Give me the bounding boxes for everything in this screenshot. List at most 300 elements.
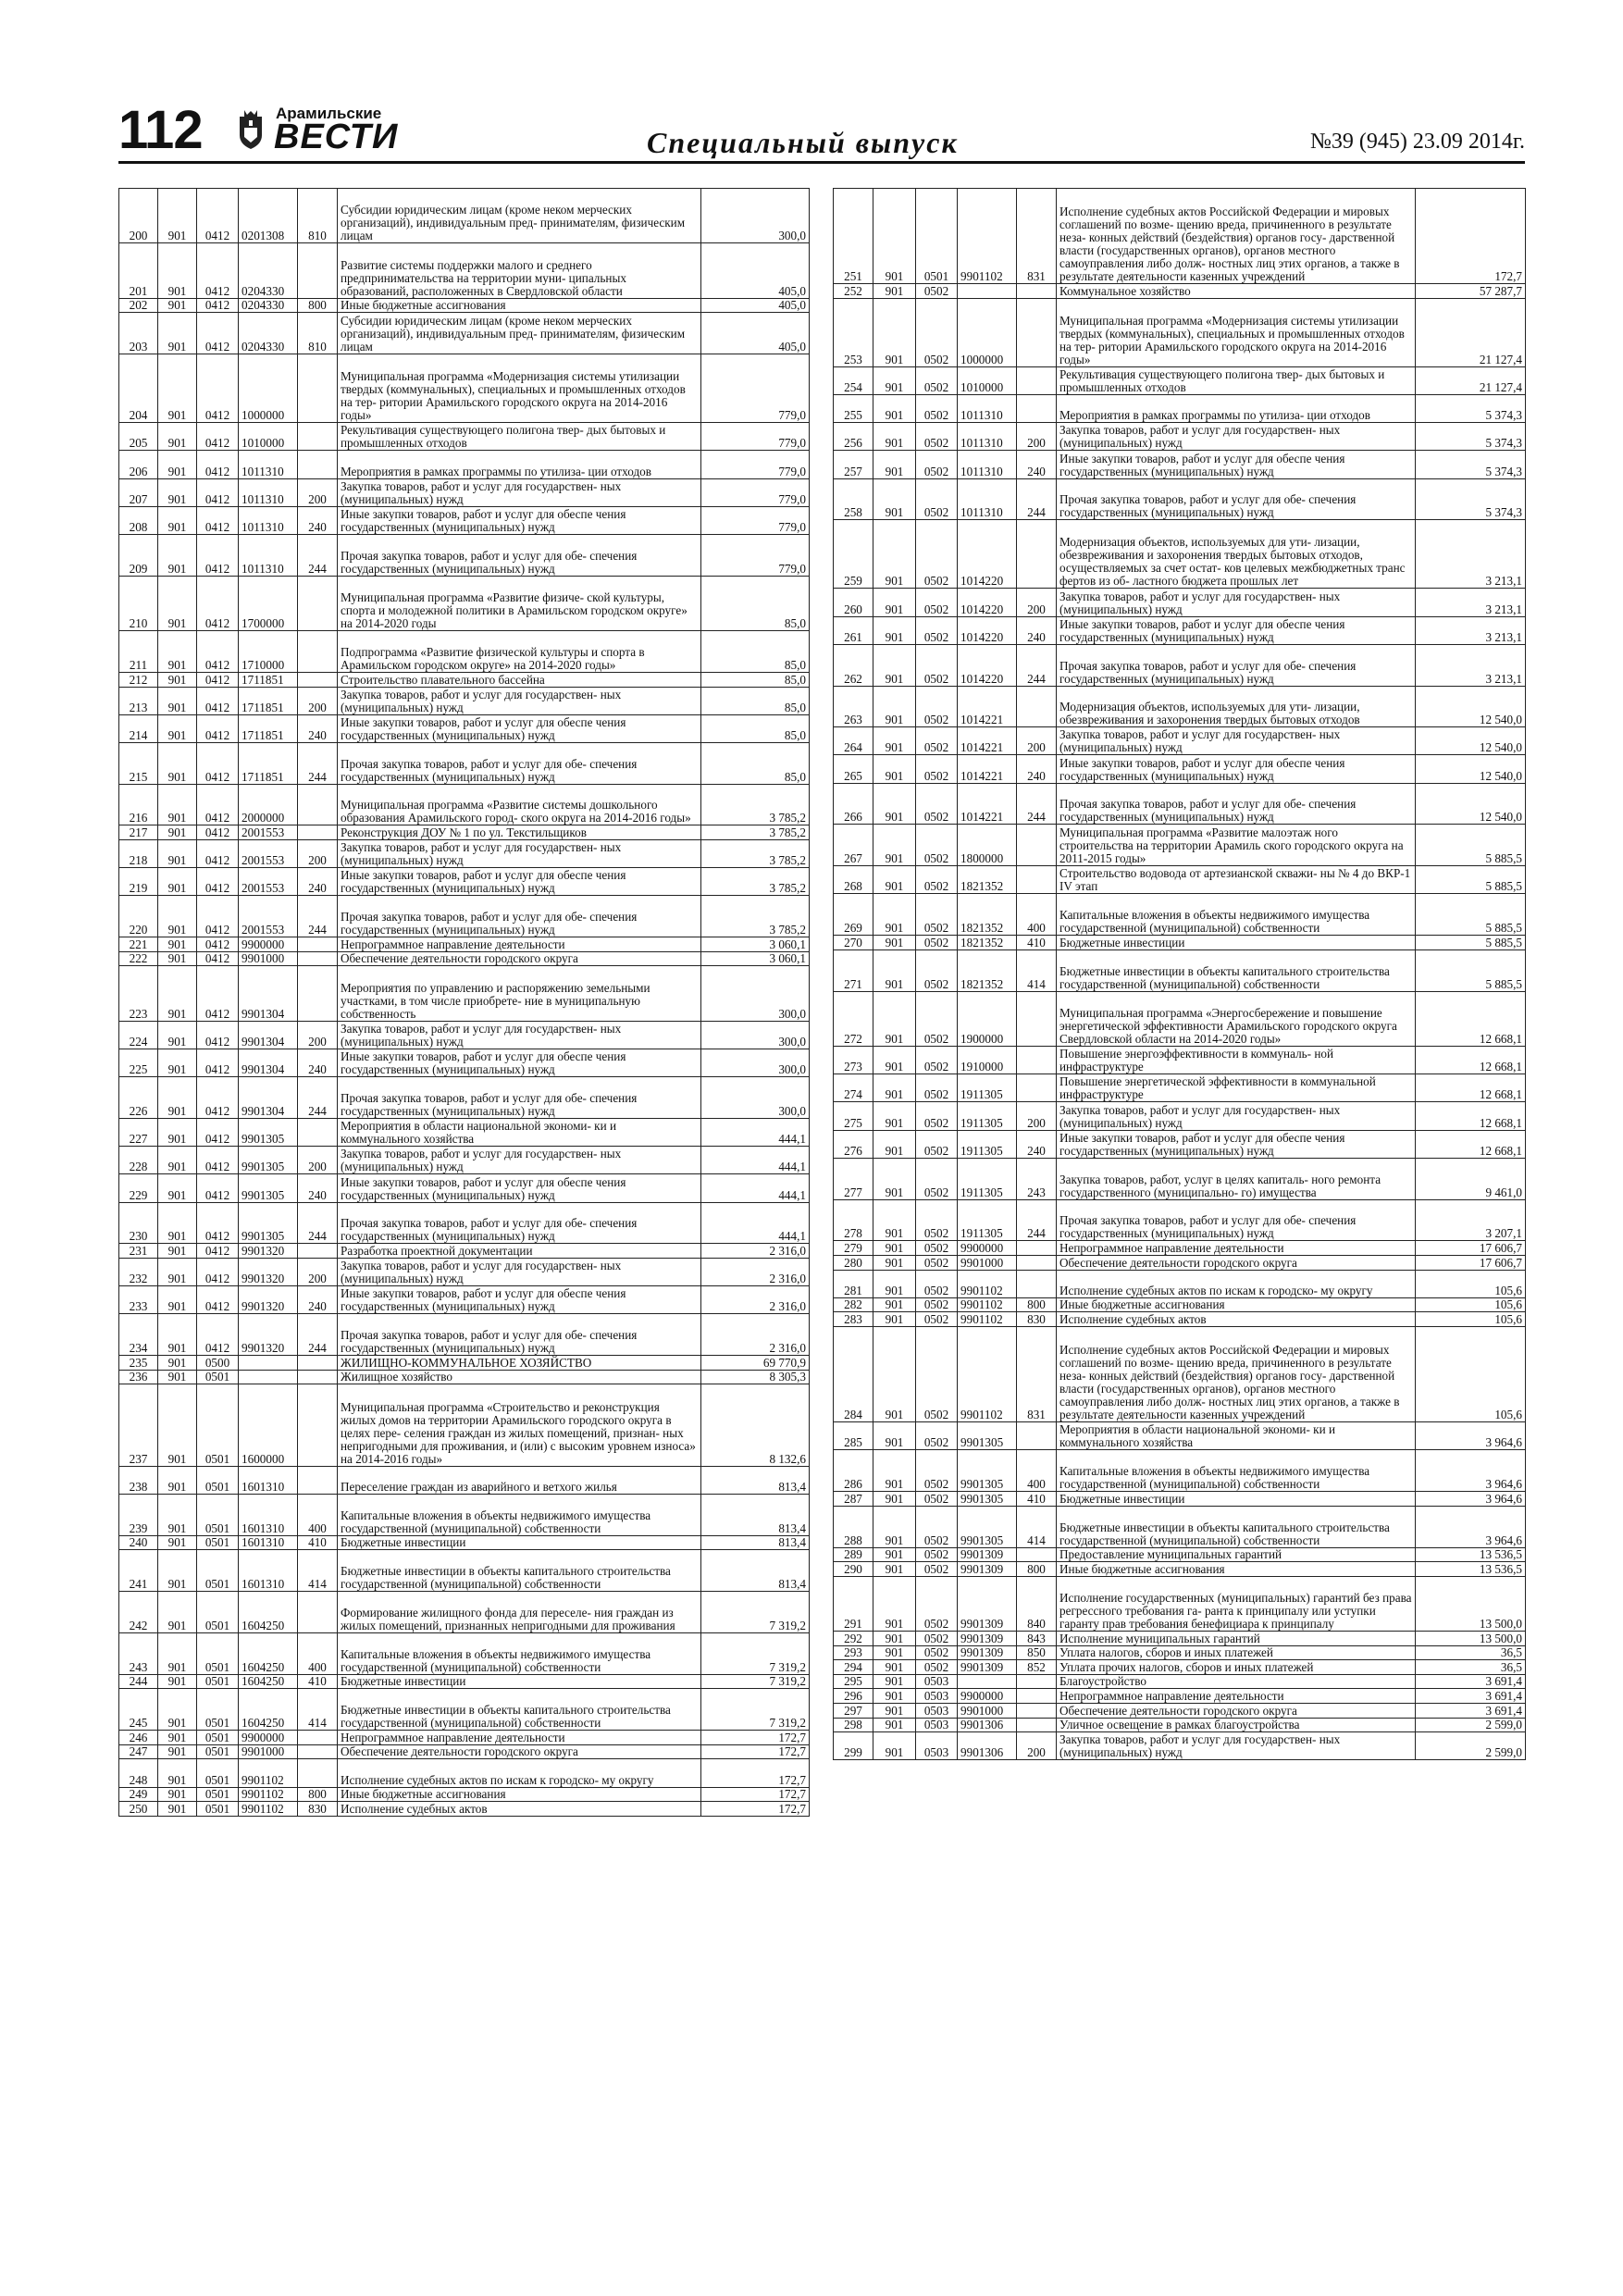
main-manager-code-cell: 901 xyxy=(873,1718,916,1732)
row-number-cell: 277 xyxy=(834,1158,873,1199)
amount-cell: 12 668,1 xyxy=(1416,1130,1526,1158)
target-article-code-cell: 9901102 xyxy=(958,189,1017,284)
main-manager-code-cell: 901 xyxy=(158,1550,197,1592)
description-cell: Обеспечение деятельности городского округа xyxy=(1057,1255,1416,1270)
amount-cell: 444,1 xyxy=(701,1174,810,1202)
table-row xyxy=(119,825,810,840)
amount-cell: 5 885,5 xyxy=(1416,866,1526,894)
main-manager-code-cell: 901 xyxy=(158,576,197,630)
target-article-code-cell: 9901320 xyxy=(239,1244,298,1259)
expense-type-code-cell: 244 xyxy=(298,896,338,937)
description-cell: Прочая закупка товаров, работ и услуг для обе- спечения государственных (муниципальных) нужд xyxy=(338,742,701,784)
main-manager-code-cell: 901 xyxy=(873,949,916,991)
table-row xyxy=(834,825,1526,866)
section-code-cell: 0412 xyxy=(197,840,239,868)
table-row xyxy=(119,742,810,784)
expense-type-code-cell: 830 xyxy=(298,1802,338,1817)
amount-cell: 444,1 xyxy=(701,1202,810,1244)
coat-of-arms-icon xyxy=(237,109,265,150)
main-manager-code-cell: 901 xyxy=(158,1147,197,1174)
target-article-code-cell: 9901305 xyxy=(958,1422,1017,1450)
amount-cell: 13 500,0 xyxy=(1416,1576,1526,1631)
description-cell: Повышение энергетической эффективности в коммунальной инфраструктуре xyxy=(1057,1074,1416,1102)
main-manager-code-cell: 901 xyxy=(158,1174,197,1202)
section-code-cell: 0502 xyxy=(916,825,958,866)
table-row xyxy=(119,576,810,630)
amount-cell: 405,0 xyxy=(701,313,810,354)
section-code-cell: 0502 xyxy=(916,520,958,589)
table-row xyxy=(834,1270,1526,1297)
description-cell: Прочая закупка товаров, работ и услуг для обе- спечения государственных (муниципальных) нужд xyxy=(1057,783,1416,825)
amount-cell: 3 785,2 xyxy=(701,896,810,937)
expense-type-code-cell xyxy=(1017,1718,1057,1732)
target-article-code-cell: 9901309 xyxy=(958,1547,1017,1562)
section-code-cell: 0501 xyxy=(197,1466,239,1494)
expense-type-code-cell xyxy=(1017,298,1057,366)
description-cell: Исполнение судебных актов по искам к городско- му округу xyxy=(1057,1270,1416,1297)
main-manager-code-cell: 901 xyxy=(158,1802,197,1817)
main-manager-code-cell: 901 xyxy=(873,1312,916,1327)
target-article-code-cell: 9900000 xyxy=(958,1241,1017,1256)
table-row xyxy=(834,1241,1526,1256)
row-number-cell: 201 xyxy=(119,243,158,298)
amount-cell: 2 599,0 xyxy=(1416,1732,1526,1760)
description-cell: Исполнение судебных актов Российской Федерации и мировых соглашений по возме- щению вреда, причиненного в результате неза- конных действий (бездействия) органов госу- дарственной власти (государственных органов), органов местного самоуправления либо долж- ностных лиц этих органов, а также в результате деятельности казенных учреждений xyxy=(1057,189,1416,284)
amount-cell: 3 060,1 xyxy=(701,951,810,966)
row-number-cell: 256 xyxy=(834,423,873,451)
main-manager-code-cell: 901 xyxy=(158,423,197,451)
row-number-cell: 257 xyxy=(834,451,873,478)
expense-type-code-cell xyxy=(1017,866,1057,894)
row-number-cell: 238 xyxy=(119,1466,158,1494)
target-article-code-cell: 1011310 xyxy=(239,534,298,576)
amount-cell: 779,0 xyxy=(701,423,810,451)
section-code-cell: 0502 xyxy=(916,1158,958,1199)
target-article-code-cell: 9901000 xyxy=(239,951,298,966)
table-row xyxy=(119,1147,810,1174)
amount-cell: 3 213,1 xyxy=(1416,589,1526,616)
row-number-cell: 225 xyxy=(119,1049,158,1077)
table-row xyxy=(119,1466,810,1494)
amount-cell: 3 213,1 xyxy=(1416,616,1526,644)
expense-type-code-cell xyxy=(298,951,338,966)
main-manager-code-cell: 901 xyxy=(873,1270,916,1297)
amount-cell: 13 500,0 xyxy=(1416,1632,1526,1646)
description-cell: Капитальные вложения в объекты недвижимого имущества государственной (муниципальной) собственности xyxy=(1057,1450,1416,1492)
amount-cell: 7 319,2 xyxy=(701,1689,810,1731)
target-article-code-cell: 1601310 xyxy=(239,1495,298,1536)
section-code-cell: 0503 xyxy=(916,1689,958,1704)
target-article-code-cell: 9901305 xyxy=(239,1202,298,1244)
description-cell: Строительство водовода от артезианской скважи- ны № 4 до ВКР-1 IV этап xyxy=(1057,866,1416,894)
amount-cell: 2 316,0 xyxy=(701,1244,810,1259)
target-article-code-cell: 9900000 xyxy=(239,937,298,952)
main-manager-code-cell: 901 xyxy=(873,727,916,755)
amount-cell: 57 287,7 xyxy=(1416,284,1526,299)
amount-cell: 85,0 xyxy=(701,631,810,673)
table-row xyxy=(834,589,1526,616)
target-article-code-cell: 1014220 xyxy=(958,589,1017,616)
expense-type-code-cell: 810 xyxy=(298,313,338,354)
table-row xyxy=(119,1021,810,1049)
target-article-code-cell: 9901305 xyxy=(958,1492,1017,1507)
target-article-code-cell: 9901000 xyxy=(958,1255,1017,1270)
table-row xyxy=(119,937,810,952)
target-article-code-cell: 0204330 xyxy=(239,243,298,298)
section-code-cell: 0502 xyxy=(916,298,958,366)
table-row xyxy=(834,1074,1526,1102)
row-number-cell: 272 xyxy=(834,991,873,1046)
expense-type-code-cell: 200 xyxy=(298,1258,338,1285)
row-number-cell: 210 xyxy=(119,576,158,630)
description-cell: Закупка товаров, работ и услуг для государствен- ных (муниципальных) нужд xyxy=(338,478,701,506)
section-code-cell: 0412 xyxy=(197,189,239,243)
amount-cell: 36,5 xyxy=(1416,1660,1526,1675)
amount-cell: 3 964,6 xyxy=(1416,1422,1526,1450)
main-manager-code-cell: 901 xyxy=(873,644,916,686)
amount-cell: 5 885,5 xyxy=(1416,949,1526,991)
amount-cell: 3 785,2 xyxy=(701,840,810,868)
row-number-cell: 249 xyxy=(119,1787,158,1802)
description-cell: Предоставление муниципальных гарантий xyxy=(1057,1547,1416,1562)
target-article-code-cell: 1011310 xyxy=(239,451,298,478)
expense-type-code-cell: 244 xyxy=(1017,783,1057,825)
table-row xyxy=(119,1174,810,1202)
main-manager-code-cell: 901 xyxy=(873,1506,916,1547)
table-row xyxy=(119,1787,810,1802)
main-manager-code-cell: 901 xyxy=(873,1199,916,1241)
row-number-cell: 206 xyxy=(119,451,158,478)
table-row xyxy=(834,1645,1526,1660)
description-cell: Иные бюджетные ассигнования xyxy=(338,298,701,313)
description-cell: Исполнение государственных (муниципальных) гарантий без права регрессного требования га- ранта к принципалу или уступки гаранту прав требования бенефициара к принципалу xyxy=(1057,1576,1416,1631)
row-number-cell: 250 xyxy=(119,1802,158,1817)
main-manager-code-cell: 901 xyxy=(158,631,197,673)
row-number-cell: 273 xyxy=(834,1047,873,1074)
main-manager-code-cell: 901 xyxy=(158,1118,197,1146)
expense-type-code-cell: 200 xyxy=(1017,1102,1057,1130)
table-row xyxy=(119,423,810,451)
target-article-code-cell: 9901000 xyxy=(239,1744,298,1759)
description-cell: Обеспечение деятельности городского округа xyxy=(1057,1704,1416,1719)
table-row xyxy=(119,451,810,478)
expense-type-code-cell: 400 xyxy=(298,1633,338,1675)
main-manager-code-cell: 901 xyxy=(158,506,197,534)
description-cell: Муниципальная программа «Модернизация системы утилизации твердых (коммунальных), специальных и промышленных отходов на тер- ритории Арамильского городского округа на 2014-2016 годы» xyxy=(1057,298,1416,366)
section-code-cell: 0501 xyxy=(197,1495,239,1536)
expense-type-code-cell xyxy=(1017,520,1057,589)
logo-title: ВЕСТИ xyxy=(274,118,399,156)
target-article-code-cell: 9901309 xyxy=(958,1645,1017,1660)
target-article-code-cell: 9901102 xyxy=(958,1270,1017,1297)
section-code-cell: 0412 xyxy=(197,1049,239,1077)
table-row xyxy=(834,866,1526,894)
target-article-code-cell: 1014220 xyxy=(958,644,1017,686)
row-number-cell: 268 xyxy=(834,866,873,894)
expense-type-code-cell: 410 xyxy=(1017,1492,1057,1507)
main-manager-code-cell: 901 xyxy=(873,825,916,866)
section-code-cell: 0412 xyxy=(197,423,239,451)
table-row xyxy=(834,644,1526,686)
expense-type-code-cell: 240 xyxy=(298,714,338,742)
description-cell: Прочая закупка товаров, работ и услуг для обе- спечения государственных (муниципальных) нужд xyxy=(338,896,701,937)
amount-cell: 3 964,6 xyxy=(1416,1506,1526,1547)
description-cell: Иные закупки товаров, работ и услуг для обеспе чения государственных (муниципальных) нужд xyxy=(338,1049,701,1077)
amount-cell: 5 885,5 xyxy=(1416,894,1526,936)
row-number-cell: 270 xyxy=(834,936,873,950)
table-row xyxy=(834,1492,1526,1507)
target-article-code-cell: 1000000 xyxy=(958,298,1017,366)
section-code-cell: 0412 xyxy=(197,742,239,784)
amount-cell: 3 691,4 xyxy=(1416,1674,1526,1689)
amount-cell: 3 213,1 xyxy=(1416,644,1526,686)
section-code-cell: 0502 xyxy=(916,644,958,686)
target-article-code-cell: 1604250 xyxy=(239,1592,298,1633)
table-row xyxy=(834,1632,1526,1646)
target-article-code-cell: 1900000 xyxy=(958,991,1017,1046)
main-manager-code-cell: 901 xyxy=(873,298,916,366)
description-cell: Закупка товаров, работ и услуг для государствен- ных (муниципальных) нужд xyxy=(1057,1102,1416,1130)
table-row xyxy=(119,1370,810,1384)
target-article-code-cell: 9901305 xyxy=(239,1118,298,1146)
expense-type-code-cell xyxy=(1017,284,1057,299)
target-article-code-cell: 9901309 xyxy=(958,1632,1017,1646)
table-row xyxy=(119,1314,810,1356)
expense-type-code-cell xyxy=(1017,1270,1057,1297)
amount-cell: 105,6 xyxy=(1416,1297,1526,1312)
table-row xyxy=(834,1450,1526,1492)
expense-type-code-cell xyxy=(1017,366,1057,394)
row-number-cell: 229 xyxy=(119,1174,158,1202)
amount-cell: 21 127,4 xyxy=(1416,298,1526,366)
expense-type-code-cell: 200 xyxy=(1017,423,1057,451)
description-cell: Бюджетные инвестиции xyxy=(1057,936,1416,950)
expense-type-code-cell xyxy=(298,825,338,840)
row-number-cell: 235 xyxy=(119,1356,158,1371)
amount-cell: 12 540,0 xyxy=(1416,686,1526,727)
target-article-code-cell: 9901320 xyxy=(239,1286,298,1314)
row-number-cell: 202 xyxy=(119,298,158,313)
amount-cell: 7 319,2 xyxy=(701,1674,810,1689)
section-code-cell: 0412 xyxy=(197,1314,239,1356)
row-number-cell: 230 xyxy=(119,1202,158,1244)
amount-cell: 5 374,3 xyxy=(1416,423,1526,451)
description-cell: Исполнение судебных актов xyxy=(338,1802,701,1817)
amount-cell: 85,0 xyxy=(701,672,810,687)
description-cell: Мероприятия в рамках программы по утилиза- ции отходов xyxy=(338,451,701,478)
target-article-code-cell: 9901306 xyxy=(958,1718,1017,1732)
description-cell: Прочая закупка товаров, работ и услуг для обе- спечения государственных (муниципальных) нужд xyxy=(338,1077,701,1119)
main-manager-code-cell: 901 xyxy=(158,784,197,825)
table-row xyxy=(119,1258,810,1285)
section-code-cell: 0412 xyxy=(197,576,239,630)
expense-type-code-cell: 400 xyxy=(1017,1450,1057,1492)
main-manager-code-cell: 901 xyxy=(873,1422,916,1450)
section-code-cell: 0412 xyxy=(197,478,239,506)
amount-cell: 5 374,3 xyxy=(1416,394,1526,422)
description-cell: Муниципальная программа «Развитие физиче- ской культуры, спорта и молодежной политики в Арамильском городском округе» на 2014-2020 годы xyxy=(338,576,701,630)
section-code-cell: 0501 xyxy=(197,1370,239,1384)
amount-cell: 12 668,1 xyxy=(1416,991,1526,1046)
table-row xyxy=(119,1731,810,1745)
expense-type-code-cell xyxy=(1017,394,1057,422)
target-article-code-cell: 9901320 xyxy=(239,1314,298,1356)
target-article-code-cell: 2001553 xyxy=(239,825,298,840)
section-code-cell: 0502 xyxy=(916,423,958,451)
target-article-code-cell: 1601310 xyxy=(239,1550,298,1592)
expense-type-code-cell xyxy=(298,631,338,673)
expense-type-code-cell xyxy=(298,1370,338,1384)
main-manager-code-cell: 901 xyxy=(158,714,197,742)
section-code-cell: 0502 xyxy=(916,1270,958,1297)
row-number-cell: 236 xyxy=(119,1370,158,1384)
expense-type-code-cell: 200 xyxy=(1017,727,1057,755)
section-code-cell: 0502 xyxy=(916,1492,958,1507)
table-row xyxy=(119,1077,810,1119)
expense-type-code-cell: 200 xyxy=(298,840,338,868)
amount-cell: 12 668,1 xyxy=(1416,1047,1526,1074)
main-manager-code-cell: 901 xyxy=(158,937,197,952)
amount-cell: 172,7 xyxy=(701,1759,810,1787)
table-row xyxy=(834,451,1526,478)
section-code-cell: 0503 xyxy=(916,1674,958,1689)
description-cell: Муниципальная программа «Развитие малоэтаж ного строительства на территории Арамиль ского городского округа на 2011-2015 годы» xyxy=(1057,825,1416,866)
section-code-cell: 0502 xyxy=(916,451,958,478)
expense-type-code-cell: 240 xyxy=(298,868,338,896)
expense-type-code-cell xyxy=(298,1744,338,1759)
table-row xyxy=(834,894,1526,936)
row-number-cell: 296 xyxy=(834,1689,873,1704)
description-cell: Закупка товаров, работ и услуг для государствен- ных (муниципальных) нужд xyxy=(1057,589,1416,616)
section-code-cell: 0412 xyxy=(197,1258,239,1285)
expense-type-code-cell xyxy=(298,966,338,1021)
section-code-cell: 0502 xyxy=(916,1102,958,1130)
expense-type-code-cell: 244 xyxy=(298,742,338,784)
section-code-cell: 0501 xyxy=(197,1550,239,1592)
description-cell: Капитальные вложения в объекты недвижимого имущества государственной (муниципальной) собственности xyxy=(1057,894,1416,936)
amount-cell: 13 536,5 xyxy=(1416,1547,1526,1562)
description-cell: Иные закупки товаров, работ и услуг для обеспе чения государственных (муниципальных) нужд xyxy=(1057,616,1416,644)
main-manager-code-cell: 901 xyxy=(873,991,916,1046)
target-article-code-cell: 1710000 xyxy=(239,631,298,673)
expense-type-code-cell: 240 xyxy=(298,1049,338,1077)
row-number-cell: 260 xyxy=(834,589,873,616)
table-row xyxy=(119,1118,810,1146)
section-code-cell: 0502 xyxy=(916,1326,958,1421)
expense-type-code-cell: 240 xyxy=(298,1174,338,1202)
target-article-code-cell: 2001553 xyxy=(239,868,298,896)
row-number-cell: 278 xyxy=(834,1199,873,1241)
table-row xyxy=(834,1047,1526,1074)
target-article-code-cell: 1011310 xyxy=(958,451,1017,478)
description-cell: Исполнение судебных актов по искам к городско- му округу xyxy=(338,1759,701,1787)
description-cell: Строительство плавательного бассейна xyxy=(338,672,701,687)
expense-type-code-cell xyxy=(298,354,338,423)
main-manager-code-cell: 901 xyxy=(158,672,197,687)
description-cell: Закупка товаров, работ и услуг для государствен- ных (муниципальных) нужд xyxy=(1057,727,1416,755)
main-manager-code-cell: 901 xyxy=(158,825,197,840)
table-row xyxy=(119,1356,810,1371)
expense-type-code-cell: 244 xyxy=(1017,478,1057,520)
table-row xyxy=(119,1202,810,1244)
target-article-code-cell: 1000000 xyxy=(239,354,298,423)
expense-type-code-cell xyxy=(298,1384,338,1467)
amount-cell: 7 319,2 xyxy=(701,1633,810,1675)
amount-cell: 3 691,4 xyxy=(1416,1689,1526,1704)
amount-cell: 85,0 xyxy=(701,742,810,784)
main-manager-code-cell: 901 xyxy=(873,1241,916,1256)
row-number-cell: 284 xyxy=(834,1326,873,1421)
description-cell: Бюджетные инвестиции в объекты капитального строительства государственной (муниципальной) собственности xyxy=(1057,949,1416,991)
description-cell: Иные закупки товаров, работ и услуг для обеспе чения государственных (муниципальных) нужд xyxy=(338,714,701,742)
main-manager-code-cell: 901 xyxy=(873,394,916,422)
section-code-cell: 0502 xyxy=(916,366,958,394)
section-code-cell: 0501 xyxy=(197,1535,239,1550)
main-manager-code-cell: 901 xyxy=(158,1077,197,1119)
description-cell: Уплата прочих налогов, сборов и иных платежей xyxy=(1057,1660,1416,1675)
row-number-cell: 266 xyxy=(834,783,873,825)
table-row xyxy=(834,616,1526,644)
expense-type-code-cell xyxy=(298,937,338,952)
expense-type-code-cell: 800 xyxy=(298,298,338,313)
main-manager-code-cell: 901 xyxy=(873,616,916,644)
amount-cell: 3 964,6 xyxy=(1416,1492,1526,1507)
main-manager-code-cell: 901 xyxy=(158,1384,197,1467)
table-row xyxy=(119,1689,810,1731)
main-manager-code-cell: 901 xyxy=(873,1297,916,1312)
row-number-cell: 207 xyxy=(119,478,158,506)
description-cell: Иные закупки товаров, работ и услуг для обеспе чения государственных (муниципальных) нужд xyxy=(1057,451,1416,478)
section-code-cell: 0412 xyxy=(197,714,239,742)
amount-cell: 3 691,4 xyxy=(1416,1704,1526,1719)
expense-type-code-cell: 800 xyxy=(298,1787,338,1802)
description-cell: Иные закупки товаров, работ и услуг для обеспе чения государственных (муниципальных) нужд xyxy=(1057,1130,1416,1158)
target-article-code-cell: 0204330 xyxy=(239,298,298,313)
target-article-code-cell: 1604250 xyxy=(239,1674,298,1689)
table-row xyxy=(834,1312,1526,1327)
amount-cell: 12 668,1 xyxy=(1416,1074,1526,1102)
table-row xyxy=(834,991,1526,1046)
section-code-cell: 0502 xyxy=(916,1241,958,1256)
row-number-cell: 213 xyxy=(119,687,158,714)
target-article-code-cell: 1821352 xyxy=(958,894,1017,936)
expense-type-code-cell xyxy=(1017,1689,1057,1704)
expense-type-code-cell: 200 xyxy=(298,1147,338,1174)
section-code-cell: 0502 xyxy=(916,936,958,950)
amount-cell: 3 785,2 xyxy=(701,825,810,840)
main-manager-code-cell: 901 xyxy=(158,189,197,243)
description-cell: Рекультивация существующего полигона твер- дых бытовых и промышленных отходов xyxy=(1057,366,1416,394)
description-cell: Муниципальная программа «Энергосбережение и повышение энергетической эффективности Арамильского городского округа Свердловской области на 2014-2020 годы» xyxy=(1057,991,1416,1046)
table-row xyxy=(834,1660,1526,1675)
description-cell: Бюджетные инвестиции в объекты капитального строительства государственной (муниципальной) собственности xyxy=(338,1550,701,1592)
amount-cell: 172,7 xyxy=(701,1744,810,1759)
main-manager-code-cell: 901 xyxy=(873,1130,916,1158)
row-number-cell: 252 xyxy=(834,284,873,299)
section-code-cell: 0502 xyxy=(916,783,958,825)
amount-cell: 105,6 xyxy=(1416,1312,1526,1327)
row-number-cell: 200 xyxy=(119,189,158,243)
amount-cell: 8 132,6 xyxy=(701,1384,810,1467)
amount-cell: 779,0 xyxy=(701,354,810,423)
description-cell: Прочая закупка товаров, работ и услуг для обе- спечения государственных (муниципальных) нужд xyxy=(338,534,701,576)
main-manager-code-cell: 901 xyxy=(873,1704,916,1719)
table-row xyxy=(119,951,810,966)
target-article-code-cell: 9901305 xyxy=(958,1450,1017,1492)
expense-type-code-cell: 830 xyxy=(1017,1312,1057,1327)
target-article-code-cell: 9901309 xyxy=(958,1660,1017,1675)
row-number-cell: 285 xyxy=(834,1422,873,1450)
